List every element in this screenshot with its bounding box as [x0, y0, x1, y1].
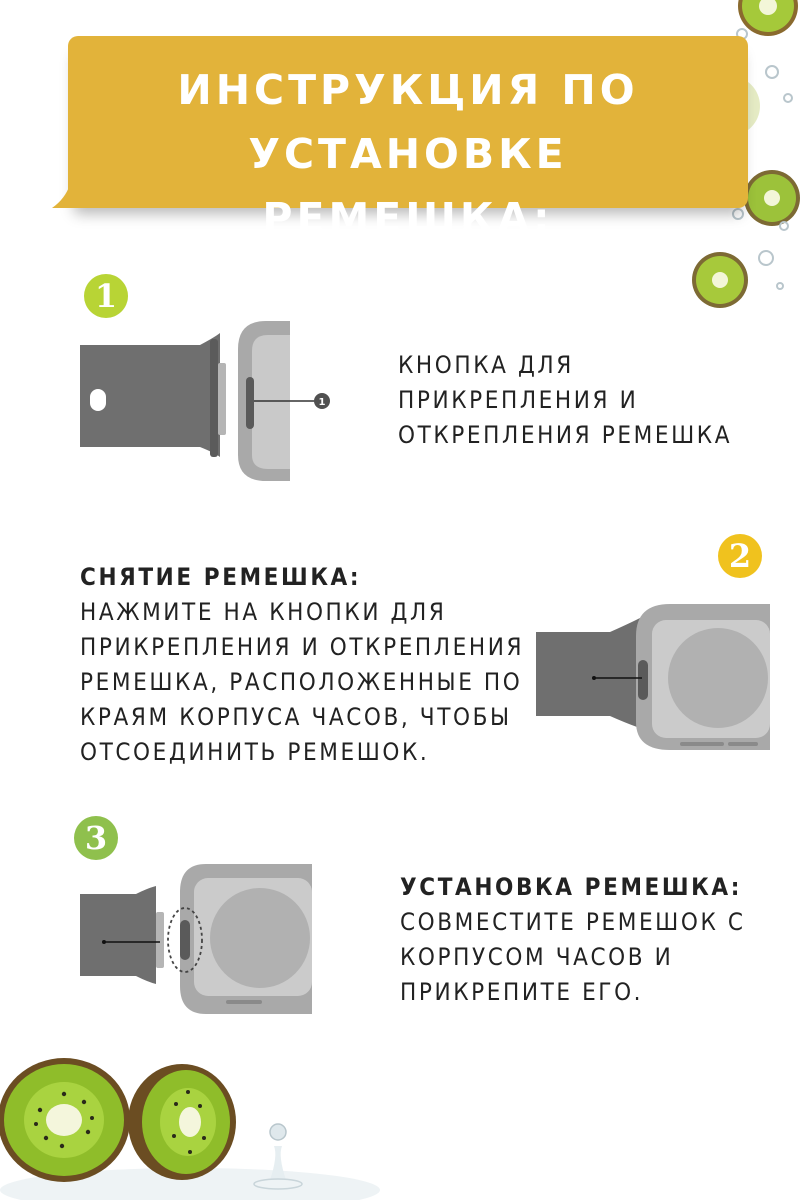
kiwi-slice-image: [738, 0, 798, 36]
step-3-illustration: [76, 858, 316, 1020]
step-2-heading: СНЯТИЕ РЕМЕШКА:: [80, 563, 362, 591]
step-3-text-line: СОВМЕСТИТЕ РЕМЕШОК С: [400, 908, 746, 936]
step-2-text-line: РЕМЕШКА, РАСПОЛОЖЕННЫЕ ПО: [80, 668, 523, 696]
kiwi-decoration-bottom: [0, 1030, 380, 1200]
step-2-illustration: [530, 598, 800, 763]
step-1-illustration: [70, 315, 350, 495]
watch-strap-illustration: [536, 618, 640, 728]
step-2-badge: 2: [718, 534, 762, 578]
kiwi-slice-image: [692, 252, 748, 308]
step-1-text-line: КНОПКА ДЛЯ: [398, 351, 574, 379]
kiwi-slice-image: [0, 1058, 130, 1182]
step-3-text-line: ПРИКРЕПИТЕ ЕГО.: [400, 978, 644, 1006]
step-2-text-line: НАЖМИТЕ НА КНОПКИ ДЛЯ: [80, 598, 447, 626]
step-3-badge: 3: [74, 816, 118, 860]
step-3-text: [400, 905, 746, 1010]
step-1-text-line: ПРИКРЕПЛЕНИЯ И: [398, 386, 639, 414]
watch-strap-illustration: [80, 886, 156, 984]
kiwi-slice-image: [744, 170, 800, 226]
title-line: РЕМЕШКА:: [262, 194, 554, 242]
page-title: [68, 58, 748, 250]
step-1-badge: 1: [84, 274, 128, 318]
watch-case-illustration: [636, 604, 770, 750]
callout-1-number: 1: [318, 397, 326, 408]
title-line: ИНСТРУКЦИЯ ПО УСТАНОВКЕ: [177, 66, 639, 178]
step-3-text-line: КОРПУСОМ ЧАСОВ И: [400, 943, 674, 971]
step-2-text: [80, 595, 524, 770]
step-2-text-line: ПРИКРЕПЛЕНИЯ И ОТКРЕПЛЕНИЯ: [80, 633, 525, 661]
step-2-text-line: КРАЯМ КОРПУСА ЧАСОВ, ЧТОБЫ: [80, 703, 512, 731]
watch-case-illustration: [180, 864, 312, 1014]
step-1-text: [398, 348, 732, 453]
step-3-heading: УСТАНОВКА РЕМЕШКА:: [400, 873, 742, 901]
step-1-text-line: ОТКРЕПЛЕНИЯ РЕМЕШКА: [398, 421, 733, 449]
step-2-text-line: ОТСОЕДИНИТЬ РЕМЕШОК.: [80, 738, 430, 766]
kiwi-slice-image: [128, 1064, 236, 1180]
